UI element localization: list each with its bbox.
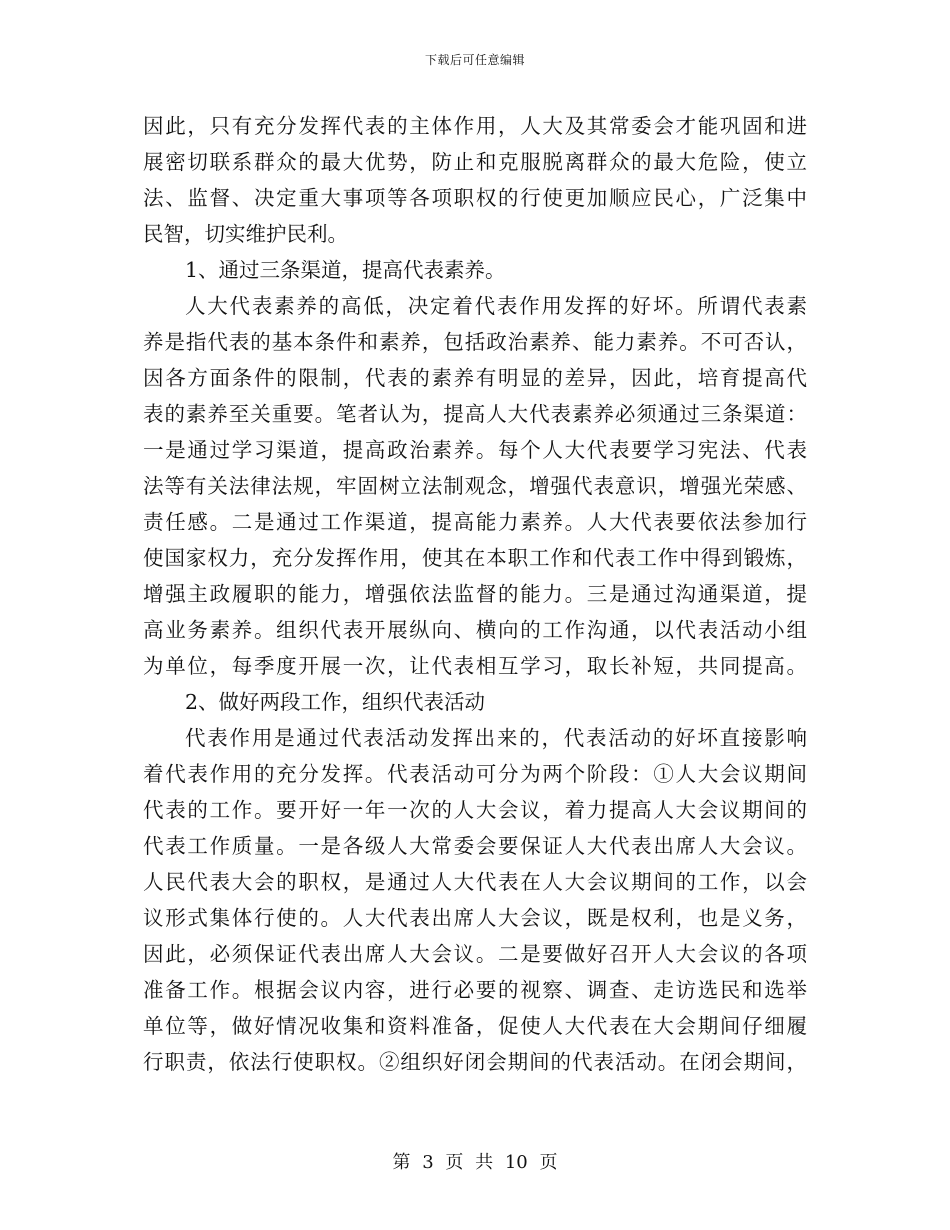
text-line: 为单位，每季度开展一次，让代表相互学习，取长补短，共同提高。 (143, 654, 807, 678)
text-line: 1、通过三条渠道，提高代表素养。 (185, 258, 506, 282)
text-line: 代表作用是通过代表活动发挥出来的，代表活动的好坏直接影响 (185, 726, 807, 750)
text-line: 表的素养至关重要。笔者认为，提高人大代表素养必须通过三条渠道： (143, 402, 807, 426)
text-line: 一是通过学习渠道，提高政治素养。每个人大代表要学习宪法、代表 (143, 438, 807, 462)
text-line: 因此，只有充分发挥代表的主体作用，人大及其常委会才能巩固和进 (143, 114, 807, 138)
text-line: 养是指代表的基本条件和素养，包括政治素养、能力素养。不可否认， (143, 330, 807, 354)
page-header: 下载后可任意编辑 (424, 53, 525, 67)
text-line: 因此，必须保证代表出席人大会议。二是要做好召开人大会议的各项 (143, 942, 807, 966)
text-line: 因各方面条件的限制，代表的素养有明显的差异，因此，培育提高代 (143, 366, 807, 390)
text-line: 法等有关法律法规，牢固树立法制观念，增强代表意识，增强光荣感、 (143, 474, 807, 498)
text-line: 增强主政履职的能力，增强依法监督的能力。三是通过沟通渠道，提 (143, 582, 807, 606)
text-line: 代表的工作。要开好一年一次的人大会议，着力提高人大会议期间的 (143, 798, 807, 822)
text-line: 使国家权力，充分发挥作用，使其在本职工作和代表工作中得到锻炼， (143, 546, 807, 570)
text-line: 高业务素养。组织代表开展纵向、横向的工作沟通，以代表活动小组 (143, 618, 807, 642)
text-line: 人大代表素养的高低，决定着代表作用发挥的好坏。所谓代表素 (185, 294, 807, 318)
text-line: 责任感。二是通过工作渠道，提高能力素养。人大代表要依法参加行 (143, 510, 807, 534)
document-body (143, 108, 807, 1080)
text-line: 准备工作。根据会议内容，进行必要的视察、调查、走访选民和选举 (143, 978, 807, 1002)
text-line: 代表工作质量。一是各级人大常委会要保证人大代表出席人大会议。 (143, 834, 807, 858)
page-number: 第 3 页 共 10 页 (392, 1152, 558, 1173)
text-line: 法、监督、决定重大事项等各项职权的行使更加顺应民心，广泛集中 (143, 186, 807, 210)
text-line: 着代表作用的充分发挥。代表活动可分为两个阶段：①人大会议期间 (143, 762, 807, 786)
text-line: 议形式集体行使的。人大代表出席人大会议，既是权利，也是义务， (143, 906, 807, 930)
text-line: 人民代表大会的职权，是通过人大代表在人大会议期间的工作，以会 (143, 870, 807, 894)
text-line: 单位等，做好情况收集和资料准备，促使人大代表在大会期间仔细履 (143, 1014, 807, 1038)
text-line: 2、做好两段工作，组织代表活动 (185, 690, 486, 714)
text-line: 展密切联系群众的最大优势，防止和克服脱离群众的最大危险，使立 (143, 150, 807, 174)
text-line: 民智，切实维护民利。 (143, 222, 348, 246)
text-line: 行职责，依法行使职权。②组织好闭会期间的代表活动。在闭会期间， (143, 1050, 807, 1074)
